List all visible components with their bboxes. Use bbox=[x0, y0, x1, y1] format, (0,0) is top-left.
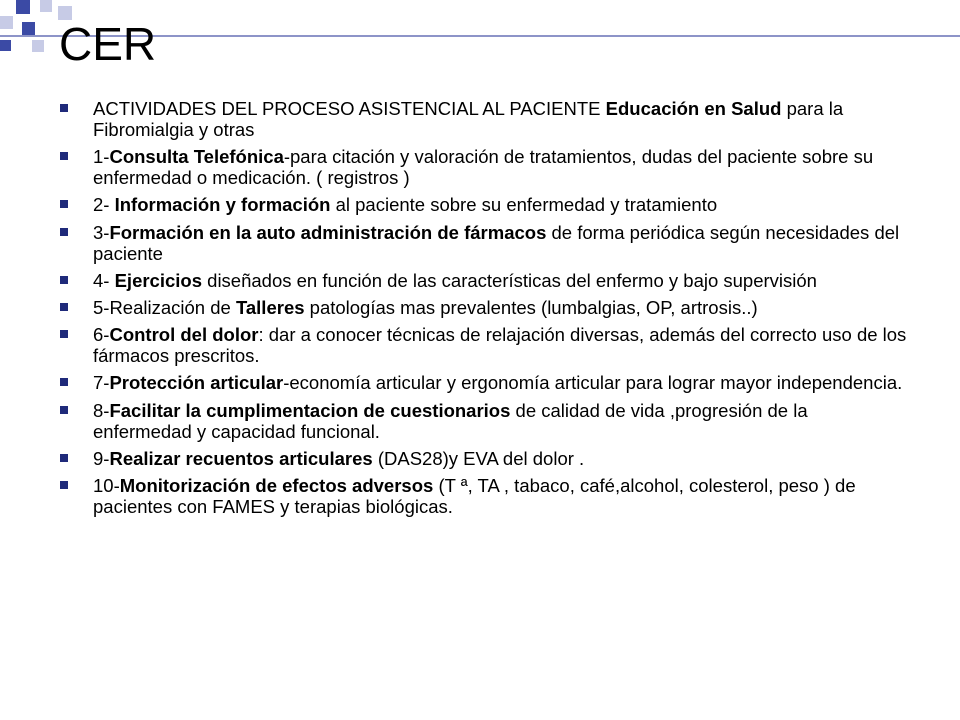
text-run: 6- bbox=[93, 324, 110, 346]
bullet-item bbox=[60, 297, 910, 318]
bullet-list bbox=[60, 98, 910, 523]
bullet-item bbox=[60, 194, 910, 215]
bold-text: Monitorización de efectos adversos bbox=[119, 474, 434, 496]
square-light-mid bbox=[0, 16, 13, 29]
text-run: ACTIVIDADES DEL PROCESO ASISTENCIAL AL PACIENTE bbox=[93, 98, 606, 119]
text-run: -economía articular y ergonomía articular para lograr mayor independencia. bbox=[283, 372, 903, 394]
text-run: -para citación y valoración de tratamientos, dudas del paciente sobre su enfermedad o medicación. ( registros ) bbox=[93, 146, 874, 189]
square-light-low bbox=[32, 40, 44, 52]
bullet-item bbox=[60, 270, 910, 291]
bullet-square-icon bbox=[60, 330, 68, 338]
text-run: 8- bbox=[93, 399, 110, 421]
square-blue-mid bbox=[22, 22, 35, 35]
text-run: 1- bbox=[93, 146, 110, 168]
square-light-top bbox=[40, 0, 52, 12]
text-run: de calidad de vida ,progresión de la enfermedad y capacidad funcional. bbox=[93, 399, 808, 442]
bullet-square-icon bbox=[60, 406, 68, 414]
text-run: diseñados en función de las características del enfermo y bajo supervisión bbox=[202, 269, 817, 291]
bullet-square-icon bbox=[60, 228, 68, 236]
bold-text: Información y formación bbox=[114, 194, 331, 216]
text-run: 7- bbox=[93, 372, 110, 394]
bullet-square-icon bbox=[60, 481, 68, 489]
bullet-item bbox=[60, 146, 910, 188]
bold-text: Ejercicios bbox=[114, 269, 203, 291]
text-run: 9- bbox=[93, 447, 110, 469]
text-run: de forma periódica según necesidades del paciente bbox=[93, 221, 900, 264]
bold-text: Talleres bbox=[235, 296, 305, 318]
bullet-item bbox=[60, 222, 910, 264]
square-blue-left bbox=[0, 40, 11, 51]
bullet-square-icon bbox=[60, 152, 68, 160]
bullet-item bbox=[60, 324, 910, 366]
bullet-square-icon bbox=[60, 276, 68, 284]
text-run: para la Fibromialgia y otras bbox=[93, 98, 844, 140]
text-run: 3- bbox=[93, 221, 110, 243]
square-blue-top bbox=[16, 0, 30, 14]
text-run: : dar a conocer técnicas de relajación diversas, además del correcto uso de los fármacos prescritos. bbox=[93, 324, 907, 367]
text-run: al paciente sobre su enfermedad y tratamiento bbox=[330, 194, 718, 216]
bold-text: Realizar recuentos articulares bbox=[109, 447, 373, 469]
bullet-square-icon bbox=[60, 454, 68, 462]
bullet-square-icon bbox=[60, 104, 68, 112]
bullet-square-icon bbox=[60, 200, 68, 208]
bullet-square-icon bbox=[60, 303, 68, 311]
bullet-item bbox=[60, 475, 910, 517]
bold-text: Consulta Telefónica bbox=[109, 146, 284, 168]
bold-text: Protección articular bbox=[109, 372, 284, 394]
text-run: (T ª, TA , tabaco, café,alcohol, colesterol, peso ) de pacientes con FAMES y terapias biológicas. bbox=[93, 474, 856, 517]
bullet-square-icon bbox=[60, 378, 68, 386]
text-run: 2- bbox=[93, 194, 115, 216]
bullet-item bbox=[60, 400, 910, 442]
bold-text: Educación en Salud bbox=[605, 98, 782, 119]
bold-text: Facilitar la cumplimentacion de cuestionarios bbox=[109, 399, 511, 421]
text-run: patologías mas prevalentes (lumbalgias, OP, artrosis..) bbox=[304, 296, 758, 318]
text-run: (DAS28)y EVA del dolor . bbox=[372, 447, 585, 469]
bold-text: Control del dolor bbox=[109, 324, 259, 346]
text-run: 4- bbox=[93, 269, 115, 291]
bullet-item bbox=[60, 448, 910, 469]
bullet-item bbox=[60, 98, 910, 140]
slide-title: CER bbox=[59, 18, 157, 70]
bullet-item bbox=[60, 372, 910, 393]
bold-text: Formación en la auto administración de fármacos bbox=[109, 221, 547, 243]
text-run: 10- bbox=[93, 474, 120, 496]
text-run: 5-Realización de bbox=[93, 296, 236, 318]
